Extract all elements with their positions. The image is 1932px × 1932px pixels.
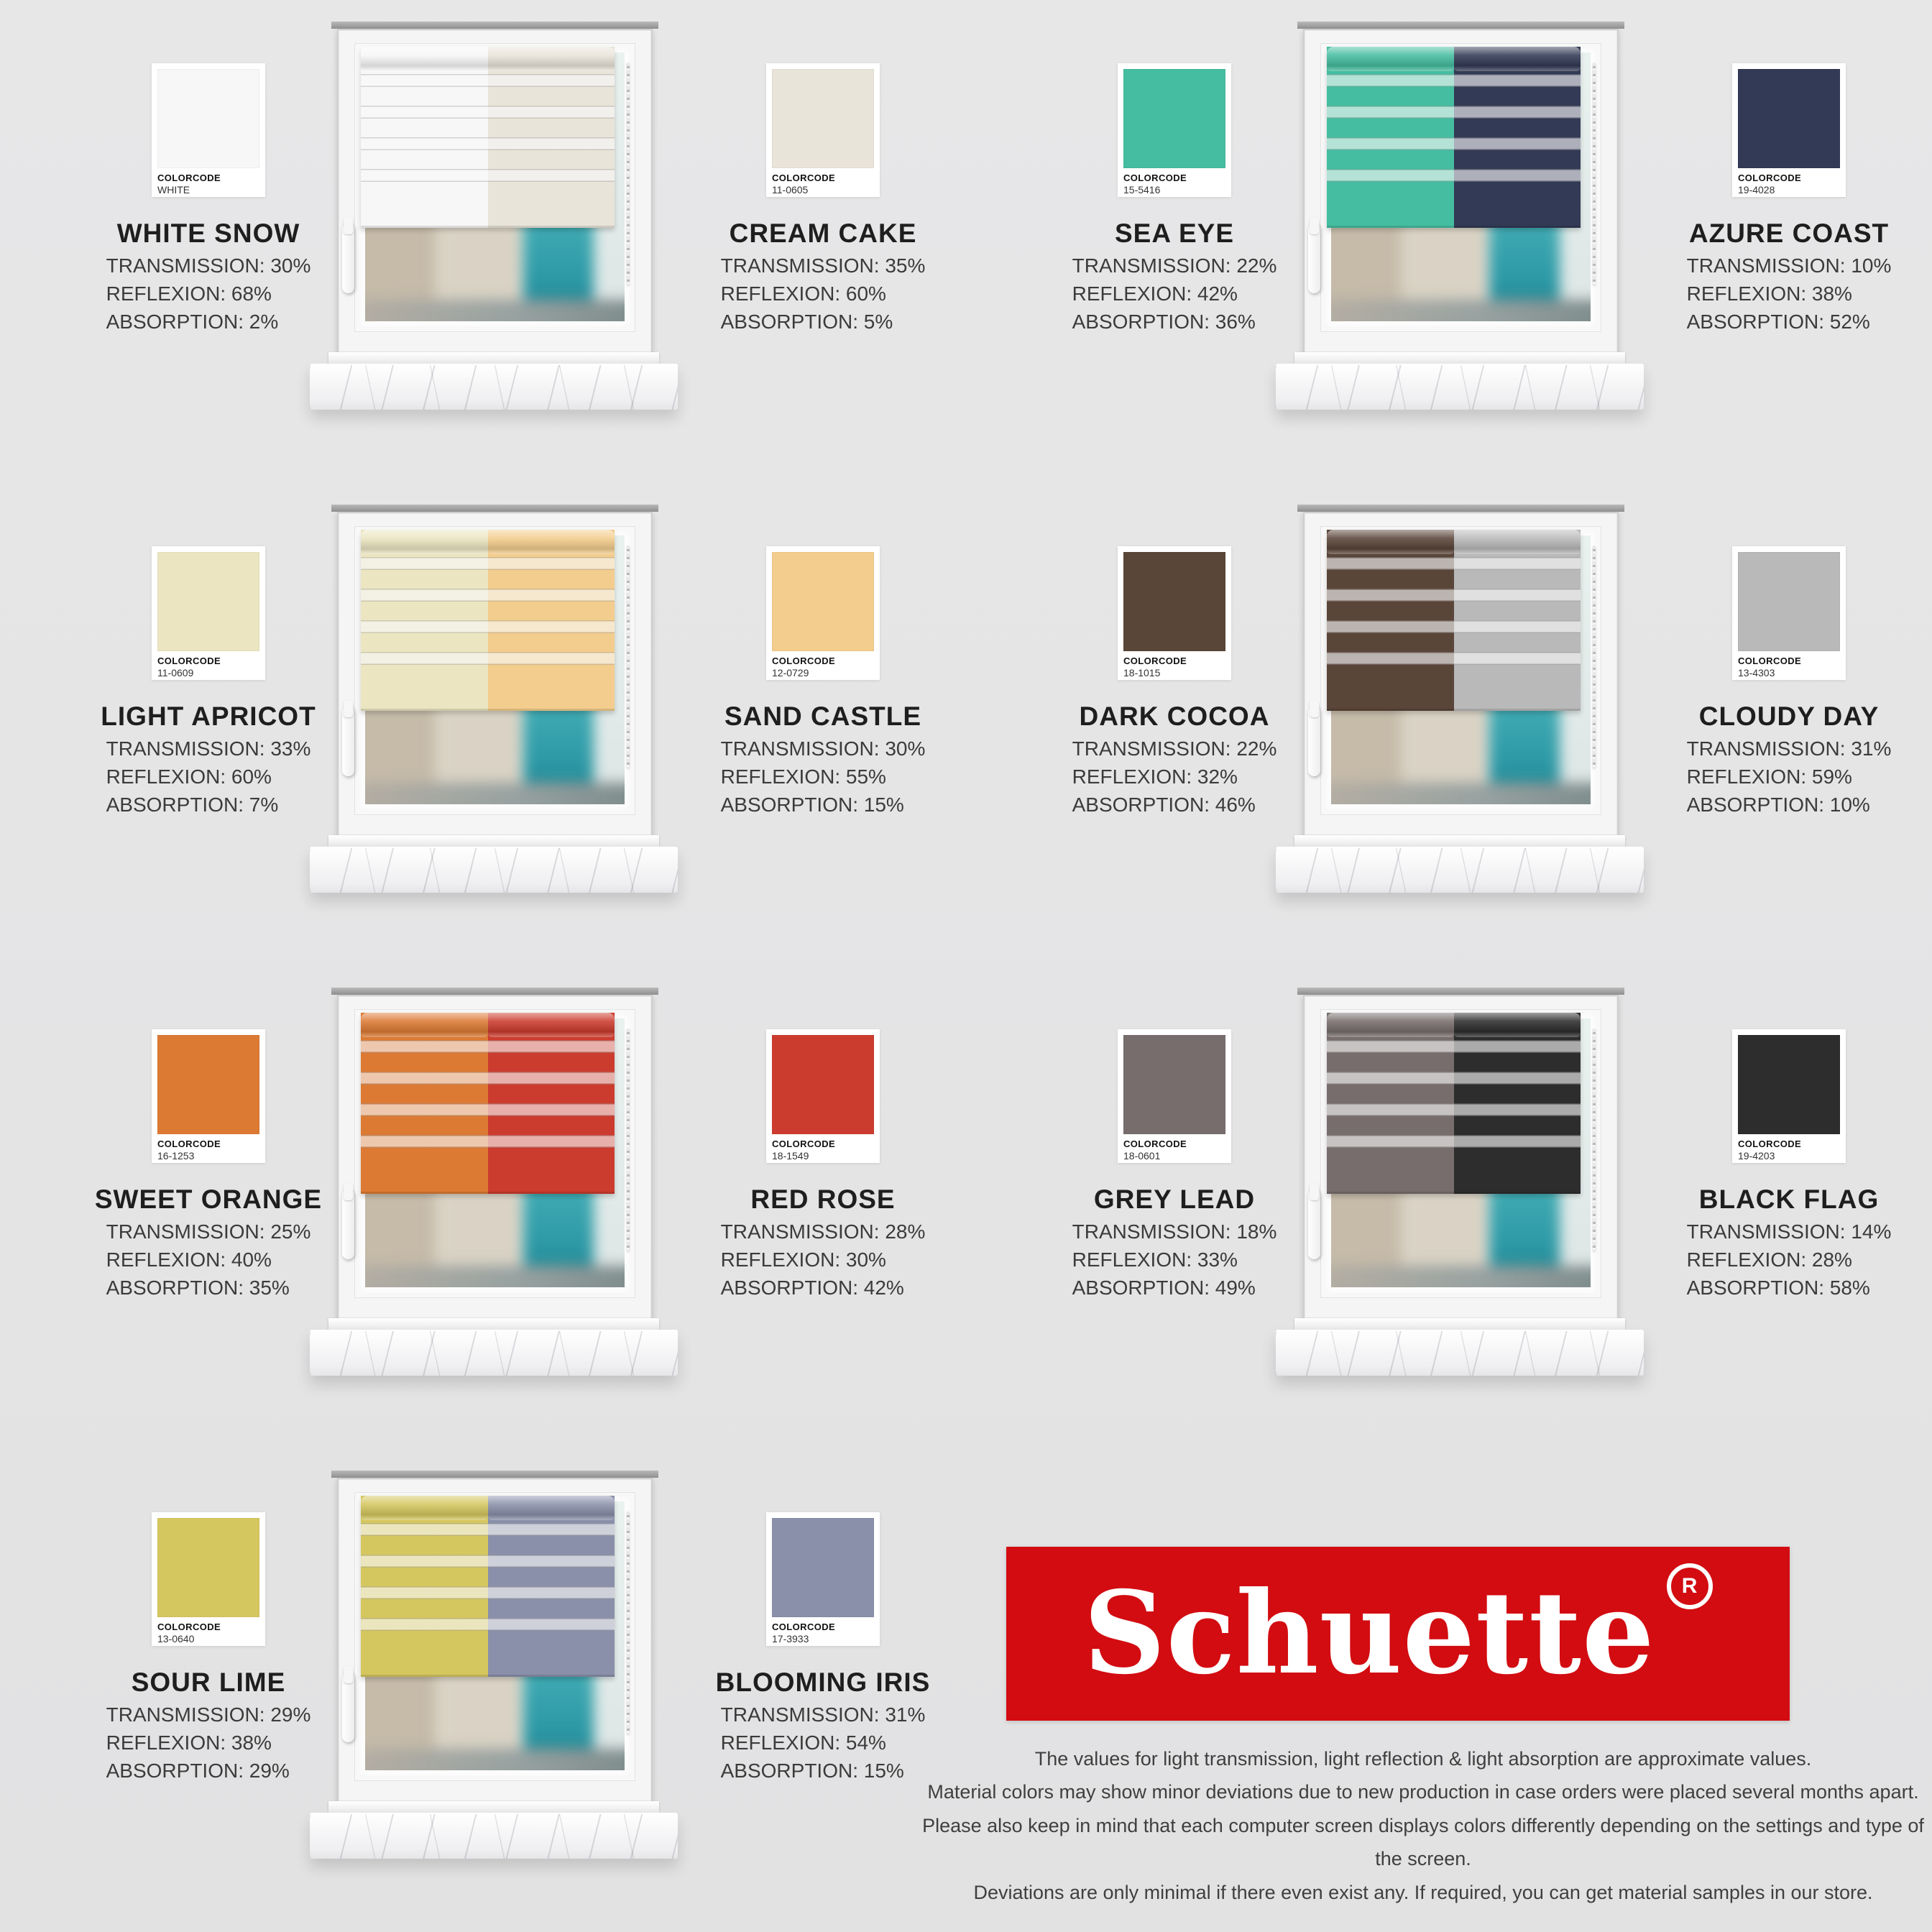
colorcode-value: 12-0729 [772, 667, 809, 678]
disclaimer-line: Please also keep in mind that each computer screen displays colors differently depending on the settings and type of the screen. [922, 1814, 1924, 1870]
color-name: AZURE COAST [1688, 218, 1890, 248]
windowsill-marble [1276, 1330, 1644, 1376]
color-sample [772, 69, 874, 168]
color-sample [1738, 552, 1840, 651]
reflexion-stat: REFLEXION: 40% [106, 1248, 272, 1271]
reflexion-stat: REFLEXION: 55% [720, 765, 886, 788]
color-sample [157, 1518, 259, 1617]
colorcode-value: 17-3933 [772, 1633, 809, 1644]
colorcode-value: 13-0640 [157, 1633, 195, 1644]
windowsill-top [328, 352, 659, 364]
absorption-stat: ABSORPTION: 2% [106, 310, 279, 334]
brand-name: Schuette [1083, 1567, 1655, 1700]
window-preview [1271, 978, 1652, 1443]
transmission-stat: TRANSMISSION: 10% [1686, 254, 1892, 277]
light-stats [1687, 735, 1892, 819]
blind-chain [1593, 1029, 1596, 1251]
blind-bottom-edge [1327, 709, 1581, 711]
color-name: CLOUDY DAY [1698, 702, 1880, 731]
blind-chain [627, 1029, 630, 1251]
color-name: RED ROSE [750, 1184, 896, 1214]
window-frame [337, 1478, 653, 1803]
light-stats [721, 1701, 926, 1785]
swatch-block [79, 63, 338, 336]
swatch-block [79, 546, 338, 819]
light-stats [1687, 252, 1892, 336]
swatch-block [694, 1512, 952, 1785]
colorcode-value: 18-1549 [772, 1150, 809, 1162]
reflexion-stat: REFLEXION: 38% [1686, 282, 1852, 305]
windowsill-marble [310, 364, 678, 410]
light-stats [721, 735, 926, 819]
window-preview [305, 12, 686, 477]
colorcode-value: 19-4028 [1738, 184, 1775, 196]
colorcode-label: COLORCODE [772, 172, 836, 183]
reflexion-stat: REFLEXION: 68% [106, 282, 272, 305]
reflexion-stat: REFLEXION: 33% [1072, 1248, 1238, 1271]
transmission-stat: TRANSMISSION: 31% [720, 1703, 926, 1726]
swatch-block [79, 1029, 338, 1302]
swatch-block [694, 546, 952, 819]
window-frame [337, 512, 653, 837]
absorption-stat: ABSORPTION: 35% [106, 1276, 290, 1300]
color-sample [1738, 69, 1840, 168]
color-pair-light-apricot-sand-castle [0, 483, 966, 966]
windowsill-top [1294, 1318, 1625, 1330]
absorption-stat: ABSORPTION: 15% [720, 794, 904, 816]
color-swatch-card [1732, 63, 1846, 197]
light-stats [106, 1218, 311, 1302]
color-sample [157, 69, 259, 168]
colorcode-label: COLORCODE [772, 1138, 836, 1149]
color-sample [1123, 69, 1225, 168]
street-blur [365, 783, 625, 804]
disclaimer-text [920, 1742, 1926, 1909]
absorption-stat: ABSORPTION: 46% [1072, 794, 1256, 816]
colorcode-label: COLORCODE [157, 172, 221, 183]
registered-trademark-icon: R [1667, 1563, 1713, 1609]
colorcode-value: 19-4203 [1738, 1150, 1775, 1162]
swatch-block [1660, 546, 1918, 819]
colorcode-label: COLORCODE [157, 1138, 221, 1149]
transmission-stat: TRANSMISSION: 14% [1686, 1220, 1892, 1243]
color-swatch-card [766, 1512, 880, 1646]
reflexion-stat: REFLEXION: 59% [1686, 765, 1852, 788]
blind-left-color [361, 1496, 488, 1677]
blind-right-color [1454, 530, 1581, 711]
swatch-block [1045, 1029, 1304, 1302]
colorcode-label: COLORCODE [772, 656, 836, 666]
swatch-block [1660, 1029, 1918, 1302]
colorcode-value: WHITE [157, 184, 190, 196]
window-handle [1308, 706, 1320, 776]
duo-roller-blind [1327, 47, 1581, 228]
color-name: SAND CASTLE [724, 702, 922, 731]
reflexion-stat: REFLEXION: 42% [1072, 282, 1238, 305]
absorption-stat: ABSORPTION: 58% [1686, 1276, 1870, 1300]
transmission-stat: TRANSMISSION: 25% [106, 1220, 311, 1243]
duo-roller-blind [1327, 530, 1581, 711]
blind-chain [627, 1512, 630, 1734]
reflexion-stat: REFLEXION: 32% [1072, 765, 1238, 788]
window-frame [1303, 995, 1619, 1320]
blind-right-color [488, 47, 615, 228]
duo-roller-blind [361, 530, 615, 711]
absorption-stat: ABSORPTION: 5% [720, 310, 893, 334]
windowsill-marble [310, 1813, 678, 1859]
colorcode-value: 11-0605 [772, 184, 809, 196]
color-pair-grey-lead-black-flag [966, 966, 1932, 1449]
light-stats [1072, 735, 1277, 819]
reflexion-stat: REFLEXION: 30% [720, 1248, 886, 1271]
swatch-block [694, 1029, 952, 1302]
absorption-stat: ABSORPTION: 15% [720, 1760, 904, 1782]
window-preview [1271, 12, 1652, 477]
blind-right-color [488, 1013, 615, 1194]
colorcode-label: COLORCODE [772, 1622, 836, 1632]
window-handle [1308, 1189, 1320, 1259]
absorption-stat: ABSORPTION: 42% [720, 1276, 904, 1300]
colorcode-label: COLORCODE [157, 1622, 221, 1632]
disclaimer-line: Material colors may show minor deviations due to new production in case orders were placed several months apart. [927, 1781, 1919, 1803]
window-preview [305, 1460, 686, 1926]
color-sample [1123, 1035, 1225, 1134]
absorption-stat: ABSORPTION: 29% [106, 1760, 290, 1782]
disclaimer-line: Deviations are only minimal if there even exist any. If required, you can get material samples in our store. [973, 1881, 1873, 1903]
colorcode-label: COLORCODE [157, 656, 221, 666]
light-stats [721, 1218, 926, 1302]
blind-bottom-edge [361, 1192, 615, 1194]
light-stats [106, 735, 311, 819]
color-name: BLOOMING IRIS [715, 1668, 931, 1697]
window-sash [354, 1009, 635, 1298]
disclaimer-line: The values for light transmission, light reflection & light absorption are approximate values. [1034, 1748, 1812, 1770]
light-stats [106, 1701, 311, 1785]
transmission-stat: TRANSMISSION: 31% [1686, 737, 1892, 760]
blind-chain [1593, 63, 1596, 285]
light-stats [1072, 252, 1277, 336]
duo-roller-blind [361, 47, 615, 228]
window-handle [342, 1672, 354, 1742]
blind-left-color [1327, 530, 1454, 711]
color-swatch-card [1732, 546, 1846, 680]
color-pair-white-snow-cream-cake [0, 0, 966, 483]
transmission-stat: TRANSMISSION: 33% [106, 737, 311, 760]
blind-right-color [488, 1496, 615, 1677]
street-blur [1331, 783, 1591, 804]
duo-roller-blind [361, 1013, 615, 1194]
color-swatch-card [1118, 546, 1231, 680]
blind-left-color [1327, 47, 1454, 228]
absorption-stat: ABSORPTION: 10% [1686, 794, 1870, 816]
street-blur [365, 300, 625, 321]
color-pair-sea-eye-azure-coast [966, 0, 1932, 483]
blind-bottom-edge [361, 226, 615, 228]
window-handle [342, 706, 354, 776]
color-pair-sour-lime-blooming-iris [0, 1449, 966, 1932]
reflexion-stat: REFLEXION: 38% [106, 1731, 272, 1754]
transmission-stat: TRANSMISSION: 29% [106, 1703, 311, 1726]
color-swatch-card [766, 546, 880, 680]
window-preview [1271, 494, 1652, 960]
color-swatch-card [1118, 63, 1231, 197]
swatch-block [79, 1512, 338, 1785]
windowsill-top [1294, 352, 1625, 364]
color-pair-dark-cocoa-cloudy-day [966, 483, 1932, 966]
color-sample [772, 552, 874, 651]
reflexion-stat: REFLEXION: 60% [720, 282, 886, 305]
colorcode-value: 18-0601 [1123, 1150, 1161, 1162]
blind-right-color [488, 530, 615, 711]
color-name: DARK COCOA [1079, 702, 1270, 731]
schuette-logo [1006, 1547, 1790, 1721]
color-name: BLACK FLAG [1698, 1184, 1880, 1214]
window-frame [337, 995, 653, 1320]
color-sample [1738, 1035, 1840, 1134]
blind-right-color [1454, 1013, 1581, 1194]
window-handle [342, 223, 354, 293]
color-swatch-card [152, 1029, 265, 1163]
color-swatch-card [152, 63, 265, 197]
swatch-block [694, 63, 952, 336]
colorcode-value: 13-4303 [1738, 667, 1775, 678]
color-sample [157, 1035, 259, 1134]
absorption-stat: ABSORPTION: 7% [106, 794, 279, 816]
transmission-stat: TRANSMISSION: 35% [720, 254, 926, 277]
blind-left-color [361, 530, 488, 711]
windowsill-marble [310, 847, 678, 893]
duo-roller-blind [361, 1496, 615, 1677]
color-swatch-card [1732, 1029, 1846, 1163]
color-pair-sweet-orange-red-rose [0, 966, 966, 1449]
transmission-stat: TRANSMISSION: 30% [106, 254, 311, 277]
color-sample [157, 552, 259, 651]
street-blur [365, 1749, 625, 1770]
windowsill-top [328, 1318, 659, 1330]
window-sash [354, 526, 635, 815]
transmission-stat: TRANSMISSION: 22% [1072, 737, 1277, 760]
blind-right-color [1454, 47, 1581, 228]
color-swatch-card [1118, 1029, 1231, 1163]
window-sash [1320, 1009, 1601, 1298]
window-sash [354, 1492, 635, 1781]
windowsill-marble [310, 1330, 678, 1376]
color-name: CREAM CAKE [729, 218, 917, 248]
blind-bottom-edge [361, 1675, 615, 1677]
colorcode-label: COLORCODE [1738, 656, 1802, 666]
window-frame [1303, 512, 1619, 837]
blind-bottom-edge [361, 709, 615, 711]
absorption-stat: ABSORPTION: 36% [1072, 310, 1256, 334]
colorcode-value: 15-5416 [1123, 184, 1161, 196]
blind-chain [1593, 546, 1596, 768]
absorption-stat: ABSORPTION: 52% [1686, 310, 1870, 334]
light-stats [106, 252, 311, 336]
reflexion-stat: REFLEXION: 28% [1686, 1248, 1852, 1271]
window-sash [1320, 43, 1601, 332]
color-sample [772, 1035, 874, 1134]
colorcode-value: 16-1253 [157, 1150, 195, 1162]
windowsill-top [328, 835, 659, 847]
color-name: SWEET ORANGE [94, 1184, 323, 1214]
street-blur [1331, 300, 1591, 321]
reflexion-stat: REFLEXION: 54% [720, 1731, 886, 1754]
swatch-block [1660, 63, 1918, 336]
window-preview [305, 494, 686, 960]
colorcode-label: COLORCODE [1738, 1138, 1802, 1149]
blind-chain [627, 546, 630, 768]
windowsill-marble [1276, 847, 1644, 893]
window-handle [1308, 223, 1320, 293]
transmission-stat: TRANSMISSION: 28% [720, 1220, 926, 1243]
swatch-block [1045, 546, 1304, 819]
color-name: WHITE SNOW [116, 218, 300, 248]
swatch-block [1045, 63, 1304, 336]
blind-left-color [361, 47, 488, 228]
colorcode-label: COLORCODE [1123, 172, 1187, 183]
transmission-stat: TRANSMISSION: 18% [1072, 1220, 1277, 1243]
window-handle [342, 1189, 354, 1259]
windowsill-marble [1276, 364, 1644, 410]
transmission-stat: TRANSMISSION: 30% [720, 737, 926, 760]
light-stats [1072, 1218, 1277, 1302]
absorption-stat: ABSORPTION: 49% [1072, 1276, 1256, 1300]
color-swatch-card [766, 63, 880, 197]
street-blur [1331, 1266, 1591, 1287]
color-name: LIGHT APRICOT [101, 702, 316, 731]
window-frame [337, 29, 653, 354]
color-sample [1123, 552, 1225, 651]
blind-left-color [1327, 1013, 1454, 1194]
color-name: SEA EYE [1114, 218, 1235, 248]
colorcode-value: 11-0609 [157, 667, 194, 678]
color-swatch-card [766, 1029, 880, 1163]
colorcode-value: 18-1015 [1123, 667, 1161, 678]
blind-bottom-edge [1327, 226, 1581, 228]
window-frame [1303, 29, 1619, 354]
blind-left-color [361, 1013, 488, 1194]
window-preview [305, 978, 686, 1443]
window-sash [1320, 526, 1601, 815]
light-stats [721, 252, 926, 336]
colorcode-label: COLORCODE [1738, 172, 1802, 183]
transmission-stat: TRANSMISSION: 22% [1072, 254, 1277, 277]
window-sash [354, 43, 635, 332]
color-name: SOUR LIME [131, 1668, 286, 1697]
light-stats [1687, 1218, 1892, 1302]
blind-chain [627, 63, 630, 285]
street-blur [365, 1266, 625, 1287]
duo-roller-blind [1327, 1013, 1581, 1194]
brand-footer-section [922, 1449, 1932, 1932]
blind-bottom-edge [1327, 1192, 1581, 1194]
color-name: GREY LEAD [1093, 1184, 1256, 1214]
color-swatch-card [152, 1512, 265, 1646]
windowsill-top [1294, 835, 1625, 847]
reflexion-stat: REFLEXION: 60% [106, 765, 272, 788]
colorcode-label: COLORCODE [1123, 656, 1187, 666]
colorcode-label: COLORCODE [1123, 1138, 1187, 1149]
windowsill-top [328, 1801, 659, 1813]
color-swatch-card [152, 546, 265, 680]
color-sample [772, 1518, 874, 1617]
